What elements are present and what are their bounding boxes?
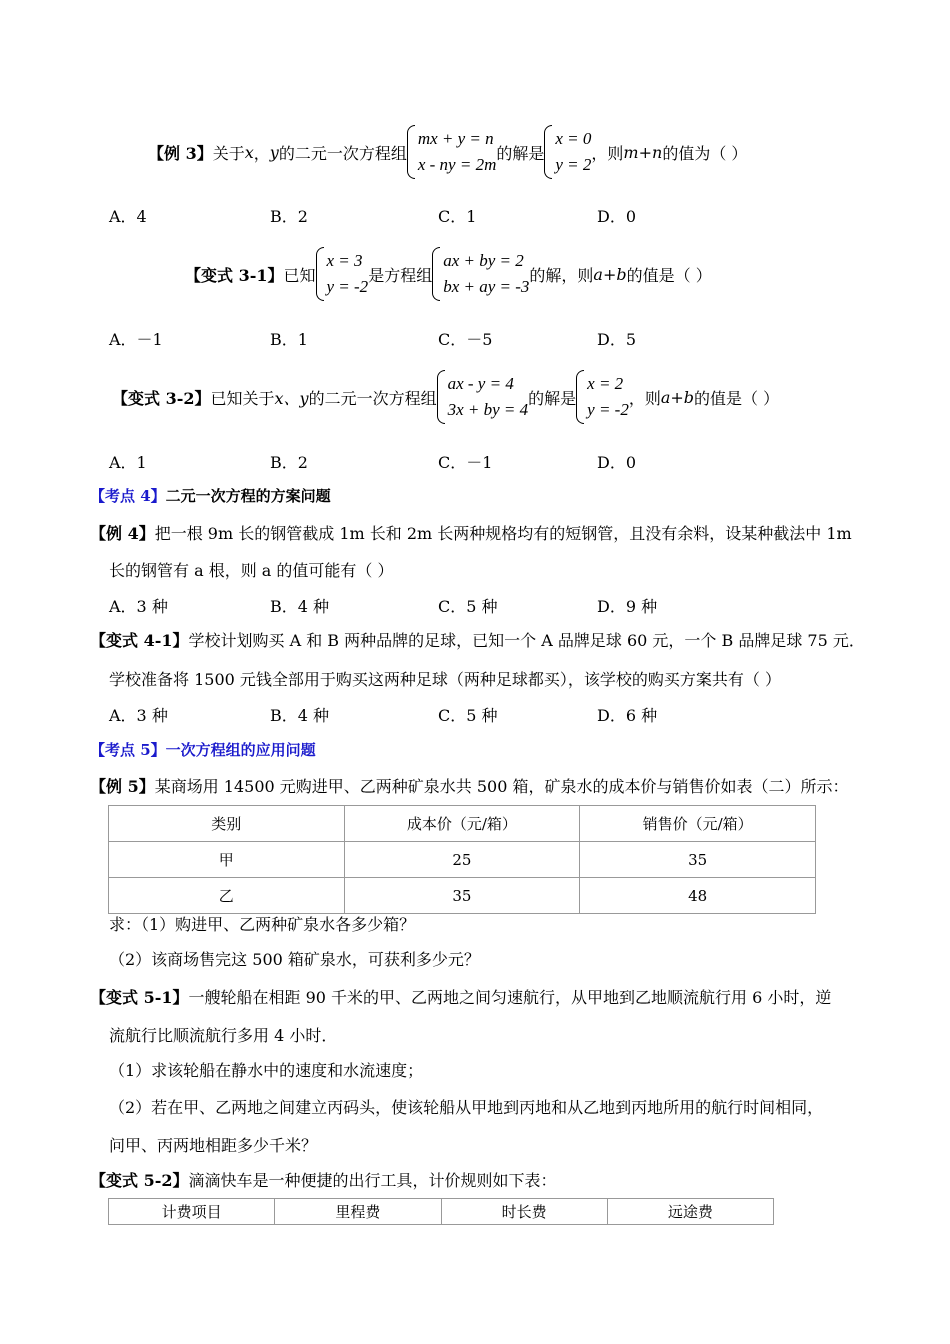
equation-2: x - ny = 2m [417,155,497,174]
example-3-text-b: 的二元一次方程组 [278,143,407,163]
example-3-stem [148,122,747,182]
equation-system [407,125,497,179]
table-cell: 甲 [109,842,345,878]
example-3-tag: 【例 3】 [148,143,213,163]
variant-5-2-text-1: 滴滴快车是一种便捷的出行工具，计价规则如下表： [188,1171,557,1190]
variant-5-1-question-2: （2）若在甲、乙两地之间建立丙码头，使该轮船从甲地到丙地和从乙地到丙地所用的航行时间相同， [109,1098,824,1117]
option-c: C．5 种 [438,597,498,616]
variant-3-2-stem [112,367,779,427]
variant-3-1-text-c: 的解，则 [529,265,594,285]
equation-2: 3x + by = 4 [447,400,529,419]
option-b: B．2 [270,453,308,472]
solution-system [544,125,591,179]
a-plus-b: a+b [660,387,695,407]
table-cell: 35 [344,878,580,914]
table-header-cell: 成本价（元/箱） [344,806,580,842]
solution-2: y = 2 [555,155,592,174]
key-point-5-heading [90,739,316,760]
table-header-cell: 远途费 [607,1199,773,1225]
comma: ， [253,143,270,163]
option-d: D．5 [597,330,637,349]
option-c: C．－1 [438,453,493,472]
option-a: A．1 [109,453,147,472]
var-x: x [244,142,254,162]
variant-5-1-line-1 [90,985,831,1008]
example-3-text-a: 关于 [212,143,245,163]
option-d: D．0 [597,207,637,226]
solution-system [576,370,629,424]
table-header-cell: 计费项目 [109,1199,275,1225]
option-c: C．5 种 [438,706,498,725]
variant-3-2-text-b: 的二元一次方程组 [308,388,437,408]
variant-3-1-text-b: 是方程组 [368,265,433,285]
option-c: C．1 [438,207,477,226]
example-5-text-1: 某商场用 14500 元购进甲、乙两种矿泉水共 500 箱，矿泉水的成本价与销售价如表（二）所示： [154,777,849,796]
variant-5-2-tag: 【变式 5-2】 [90,1171,189,1190]
key-point-4-heading [90,485,331,506]
table-row [109,842,816,878]
brace-icon [437,370,445,424]
variant-3-2-text-d: ，则 [628,388,661,408]
table-cell: 48 [580,878,816,914]
example-5-line-1 [90,774,849,797]
variant-5-1-line-2: 流航行比顺流航行多用 4 小时． [109,1026,338,1045]
example-5-question-1: 求：（1）购进甲、乙两种矿泉水各多少箱？ [109,915,416,934]
option-c: C．－5 [438,330,493,349]
var-xy: x、y [274,388,309,408]
variant-3-1-text-a: 已知 [283,265,316,285]
option-b: B．4 种 [270,706,330,725]
m-plus-n: m+n [623,142,663,162]
option-a: A．－1 [109,330,163,349]
equation-system [437,370,529,424]
example-4-text-1: 把一根 9m 长的钢管截成 1m 长和 2m 长两种规格均有的短钢管，且没有余料，设某种截法中 1m [154,524,852,543]
key-point-4-title: 二元一次方程的方案问题 [165,487,331,505]
variant-5-1-tag: 【变式 5-1】 [90,988,189,1007]
fare-table [108,1198,774,1225]
variant-5-1-text-1: 一艘轮船在相距 90 千米的甲、乙两地之间匀速航行，从甲地到乙地顺流航行用 6 小时，逆 [188,988,832,1007]
option-d: D．0 [597,453,637,472]
solution-2: y = -2 [587,400,629,419]
option-d: D．9 种 [597,597,658,616]
option-a: A．3 种 [109,706,168,725]
table-header-row [109,806,816,842]
table-cell: 25 [344,842,580,878]
table-header-cell: 类别 [109,806,345,842]
example-5-question-2: （2）该商场售完这 500 箱矿泉水，可获利多少元？ [109,950,480,969]
variant-3-2-text-c: 的解是 [528,388,577,408]
variant-3-2-text-a: 已知关于 [210,388,275,408]
variant-3-2-text-e: 的值是（ ） [694,388,780,408]
brace-icon [432,247,440,301]
brace-icon [544,125,552,179]
example-4-line-2: 长的钢管有 a 根，则 a 的值可能有（ ） [109,561,394,580]
a-plus-b: a+b [593,264,627,284]
option-d: D．6 种 [597,706,658,725]
equation-2: bx + ay = -3 [443,277,530,296]
variant-3-1-text-d: 的值是（ ） [626,265,712,285]
table-row [109,878,816,914]
variant-3-1-stem [185,244,712,304]
option-b: B．4 种 [270,597,330,616]
brace-icon [576,370,584,424]
equation-1: ax - y = 4 [447,374,514,393]
var-y: y [269,142,279,162]
example-5-tag: 【例 5】 [90,777,155,796]
example-4-line-1 [90,521,852,544]
variant-5-2-line-1 [90,1168,557,1191]
solution-2: y = -2 [326,277,369,296]
solution-1: x = 0 [555,129,592,148]
table-header-cell: 里程费 [275,1199,441,1225]
table-cell: 乙 [109,878,345,914]
variant-5-1-question-1: （1）求该轮船在静水中的速度和水流速度； [109,1061,424,1080]
variant-3-1-tag: 【变式 3-1】 [185,265,284,285]
variant-4-1-line-2: 学校准备将 1500 元钱全部用于购买这两种足球（两种足球都买），该学校的购买方案共有（ ） [109,670,781,689]
key-point-5-tag: 【考点 5】 [90,741,166,759]
example-4-tag: 【例 4】 [90,524,155,543]
solution-1: x = 2 [587,374,624,393]
variant-5-1-question-3: 问甲、丙两地相距多少千米？ [109,1136,318,1155]
table-header-row [109,1199,774,1225]
option-b: B．2 [270,207,308,226]
price-table [108,805,816,914]
equation-1: ax + by = 2 [443,251,524,270]
table-cell: 35 [580,842,816,878]
table-header-cell: 销售价（元/箱） [580,806,816,842]
solution-1: x = 3 [326,251,363,270]
equation-1: mx + y = n [417,129,494,148]
table-header-cell: 时长费 [441,1199,607,1225]
brace-icon [407,125,415,179]
variant-3-2-tag: 【变式 3-2】 [112,388,211,408]
key-point-4-tag: 【考点 4】 [90,487,166,505]
variant-4-1-line-1 [90,628,865,651]
solution-system [316,247,369,301]
option-b: B．1 [270,330,308,349]
example-3-text-d: ，则 [591,143,624,163]
option-a: A．3 种 [109,597,168,616]
key-point-5-title: 一次方程组的应用问题 [165,741,316,759]
option-a: A．4 [109,207,147,226]
variant-4-1-tag: 【变式 4-1】 [90,631,189,650]
equation-system [432,247,529,301]
variant-4-1-text-1: 学校计划购买 A 和 B 两种品牌的足球，已知一个 A 品牌足球 60 元，一个 B 品牌足球 75 元． [188,631,865,650]
example-3-text-c: 的解是 [496,143,545,163]
example-3-text-e: 的值为（ ） [662,143,748,163]
brace-icon [316,247,324,301]
